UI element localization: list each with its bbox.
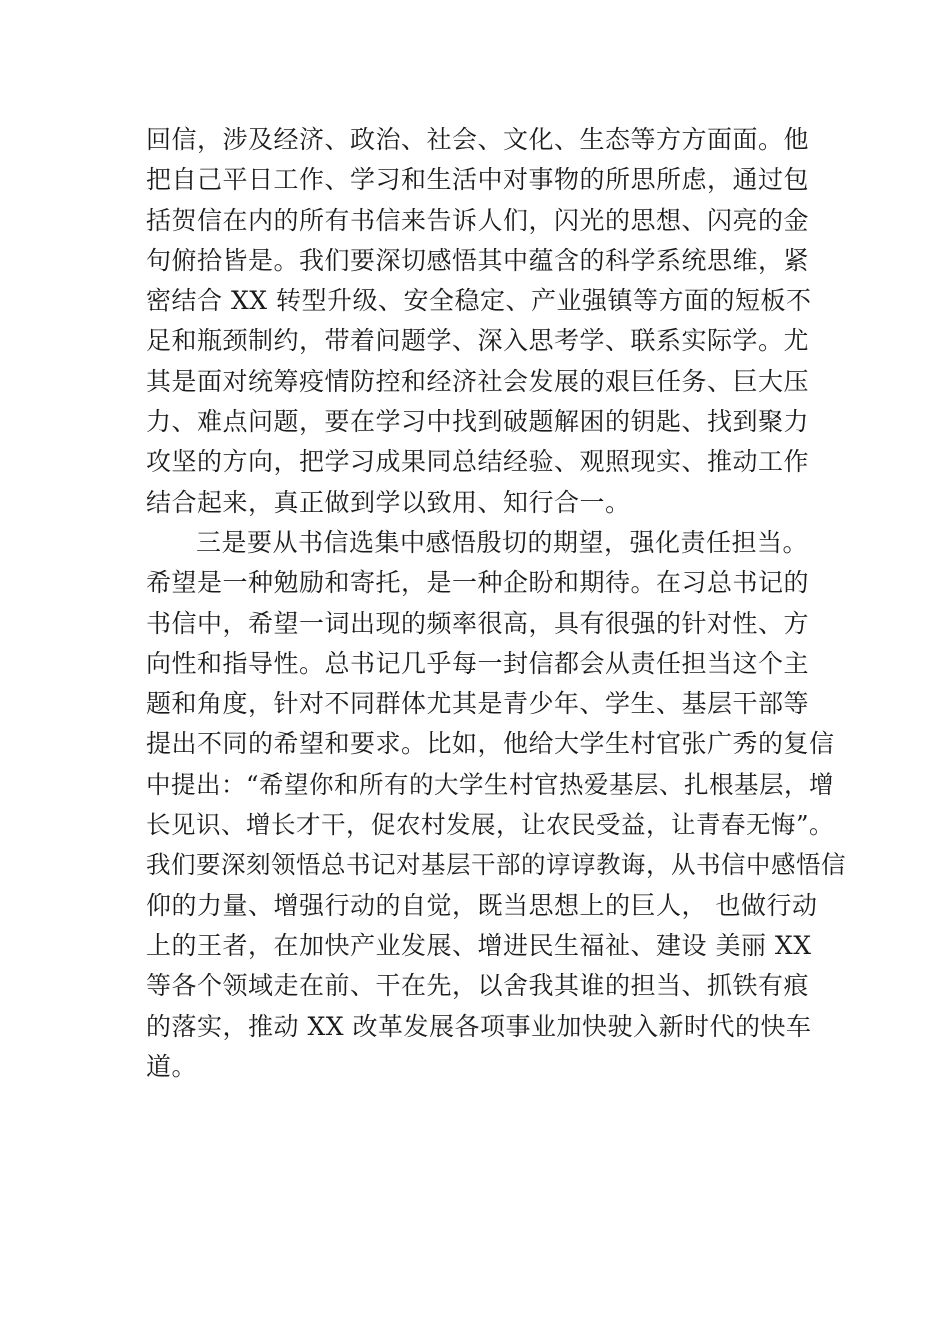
text-line: 其是面对统筹疫情防控和经济社会发展的艰巨任务、巨大压 <box>146 366 810 396</box>
text-line: 的落实，推动 XX 改革发展各项事业加快驶入新时代的快车 <box>146 1011 812 1041</box>
text-line: 我们要深刻领悟总书记对基层干部的谆谆教诲，从书信中感悟信 <box>146 850 846 880</box>
text-line: 仰的力量、增强行动的自觉，既当思想上的巨人， 也做行动 <box>146 890 818 920</box>
text-line: 提出不同的希望和要求。比如，他给大学生村官张广秀的复信 <box>146 729 835 759</box>
text-line: 希望是一种勉励和寄托，是一种企盼和期待。在习总书记的 <box>146 568 810 598</box>
text-line: 把自己平日工作、学习和生活中对事物的所思所虑，通过包 <box>146 165 810 195</box>
body-text <box>146 120 846 1087</box>
text-line: 括贺信在内的所有书信来告诉人们，闪光的思想、闪亮的金 <box>146 205 810 235</box>
text-line: 句俯拾皆是。我们要深切感悟其中蕴含的科学系统思维，紧 <box>146 245 810 275</box>
text-line: 上的王者，在加快产业发展、增进民生福祉、建设 美丽 XX <box>146 930 812 960</box>
text-line: 足和瓶颈制约，带着问题学、深入思考学、联系实际学。尤 <box>146 326 810 356</box>
text-line: 题和角度，针对不同群体尤其是青少年、学生、基层干部等 <box>146 689 810 719</box>
text-line: 结合起来，真正做到学以致用、知行合一。 <box>146 487 631 517</box>
text-line: 攻坚的方向，把学习成果同总结经验、观照现实、推动工作 <box>146 447 810 477</box>
text-line: 书信中，希望一词出现的频率很高，具有很强的针对性、方 <box>146 608 810 638</box>
text-line: 等各个领域走在前、干在先，以舍我其谁的担当、抓铁有痕 <box>146 971 810 1001</box>
text-line: 长见识、增长才干，促农村发展，让农民受益，让青春无悔”。 <box>146 810 835 840</box>
text-line: 力、难点问题，要在学习中找到破题解困的钥匙、找到聚力 <box>146 407 810 437</box>
text-line: 向性和指导性。总书记几乎每一封信都会从责任担当这个主 <box>146 648 810 678</box>
text-line: 回信，涉及经济、政治、社会、文化、生态等方方面面。他 <box>146 125 810 154</box>
text-line: 密结合 XX 转型升级、安全稳定、产业强镇等方面的短板不 <box>146 286 812 316</box>
paragraph-heading-line: 三是要从书信选集中感悟殷切的期望，强化责任担当。 <box>196 527 809 557</box>
text-line: 中提出：“希望你和所有的大学生村官热爱基层、扎根基层，增 <box>146 769 835 799</box>
text-line: 道。 <box>146 1051 198 1081</box>
